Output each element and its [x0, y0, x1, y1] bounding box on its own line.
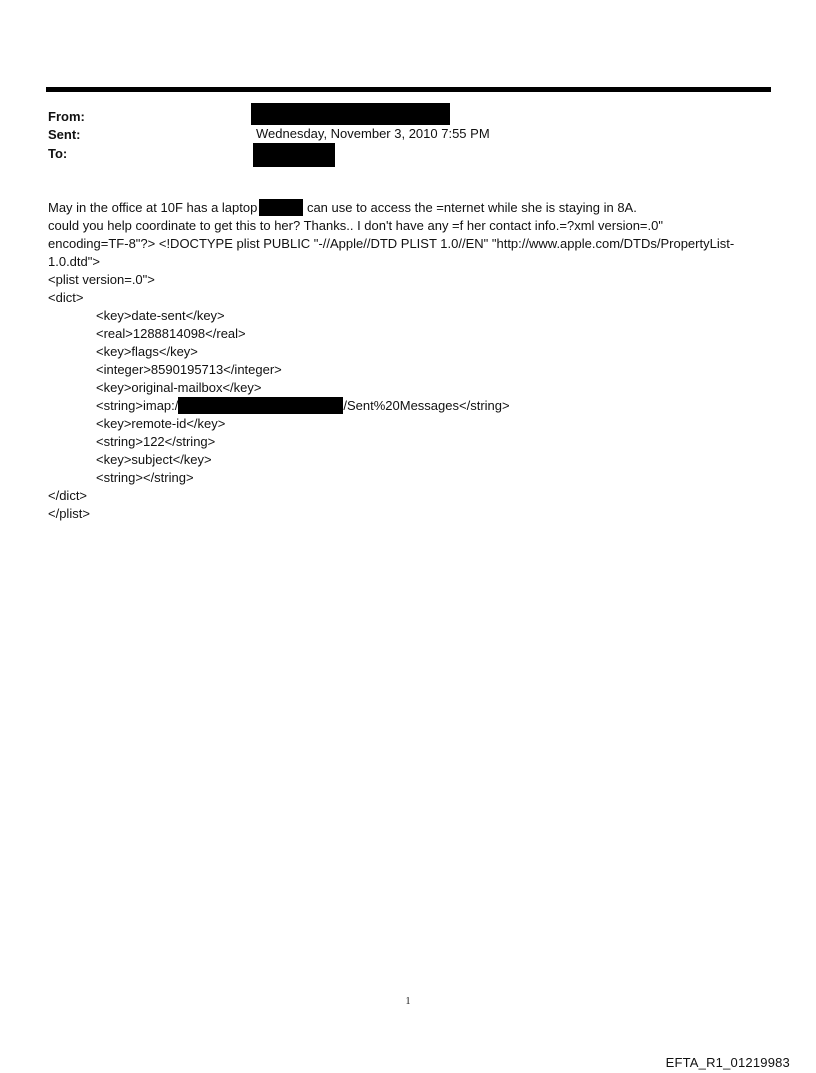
body-line: <real>1288814098</real> — [96, 326, 246, 341]
body-line: <key>date-sent</key> — [96, 308, 225, 323]
body-line: could you help coordinate to get this to her? Thanks.. I don't have any =f her contact info.=?xml version=.0" — [48, 218, 663, 233]
page-number: 1 — [405, 996, 411, 1007]
from-label: From: — [48, 109, 85, 124]
from-redaction — [251, 103, 450, 125]
body-line: <key>flags</key> — [96, 344, 198, 359]
sent-label: Sent: — [48, 127, 81, 142]
body-line: <key>original-mailbox</key> — [96, 380, 262, 395]
body-text: May in the office at 10F has a laptop — [48, 200, 258, 215]
body-line: <dict> — [48, 290, 84, 305]
body-line — [48, 199, 768, 217]
body-line: <string></string> — [96, 470, 194, 485]
to-redaction — [253, 143, 335, 167]
body-text: can use to access the =nternet while she is staying in 8A. — [303, 200, 637, 215]
body-line — [48, 397, 768, 415]
to-label: To: — [48, 146, 68, 161]
header-divider — [46, 87, 771, 92]
body-text: <string>imap:/ — [96, 398, 179, 413]
document-id: EFTA_R1_01219983 — [665, 1055, 790, 1070]
body-line: <key>remote-id</key> — [96, 416, 226, 431]
body-line: encoding=TF-8"?> <!DOCTYPE plist PUBLIC "-//Apple//DTD PLIST 1.0//EN" "http://www.apple.com/DTDs/PropertyList- — [48, 236, 735, 251]
email-body — [48, 199, 768, 523]
body-line: <plist version=.0"> — [48, 272, 155, 287]
body-line: </dict> — [48, 488, 88, 503]
name-redaction — [259, 199, 303, 216]
mailbox-redaction — [178, 397, 343, 414]
sent-value: Wednesday, November 3, 2010 7:55 PM — [256, 126, 490, 141]
body-text: /Sent%20Messages</string> — [343, 398, 510, 413]
body-line: </plist> — [48, 506, 90, 521]
body-line: <key>subject</key> — [96, 452, 212, 467]
body-line: 1.0.dtd"> — [48, 254, 100, 269]
body-line: <string>122</string> — [96, 434, 216, 449]
body-line: <integer>8590195713</integer> — [96, 362, 282, 377]
